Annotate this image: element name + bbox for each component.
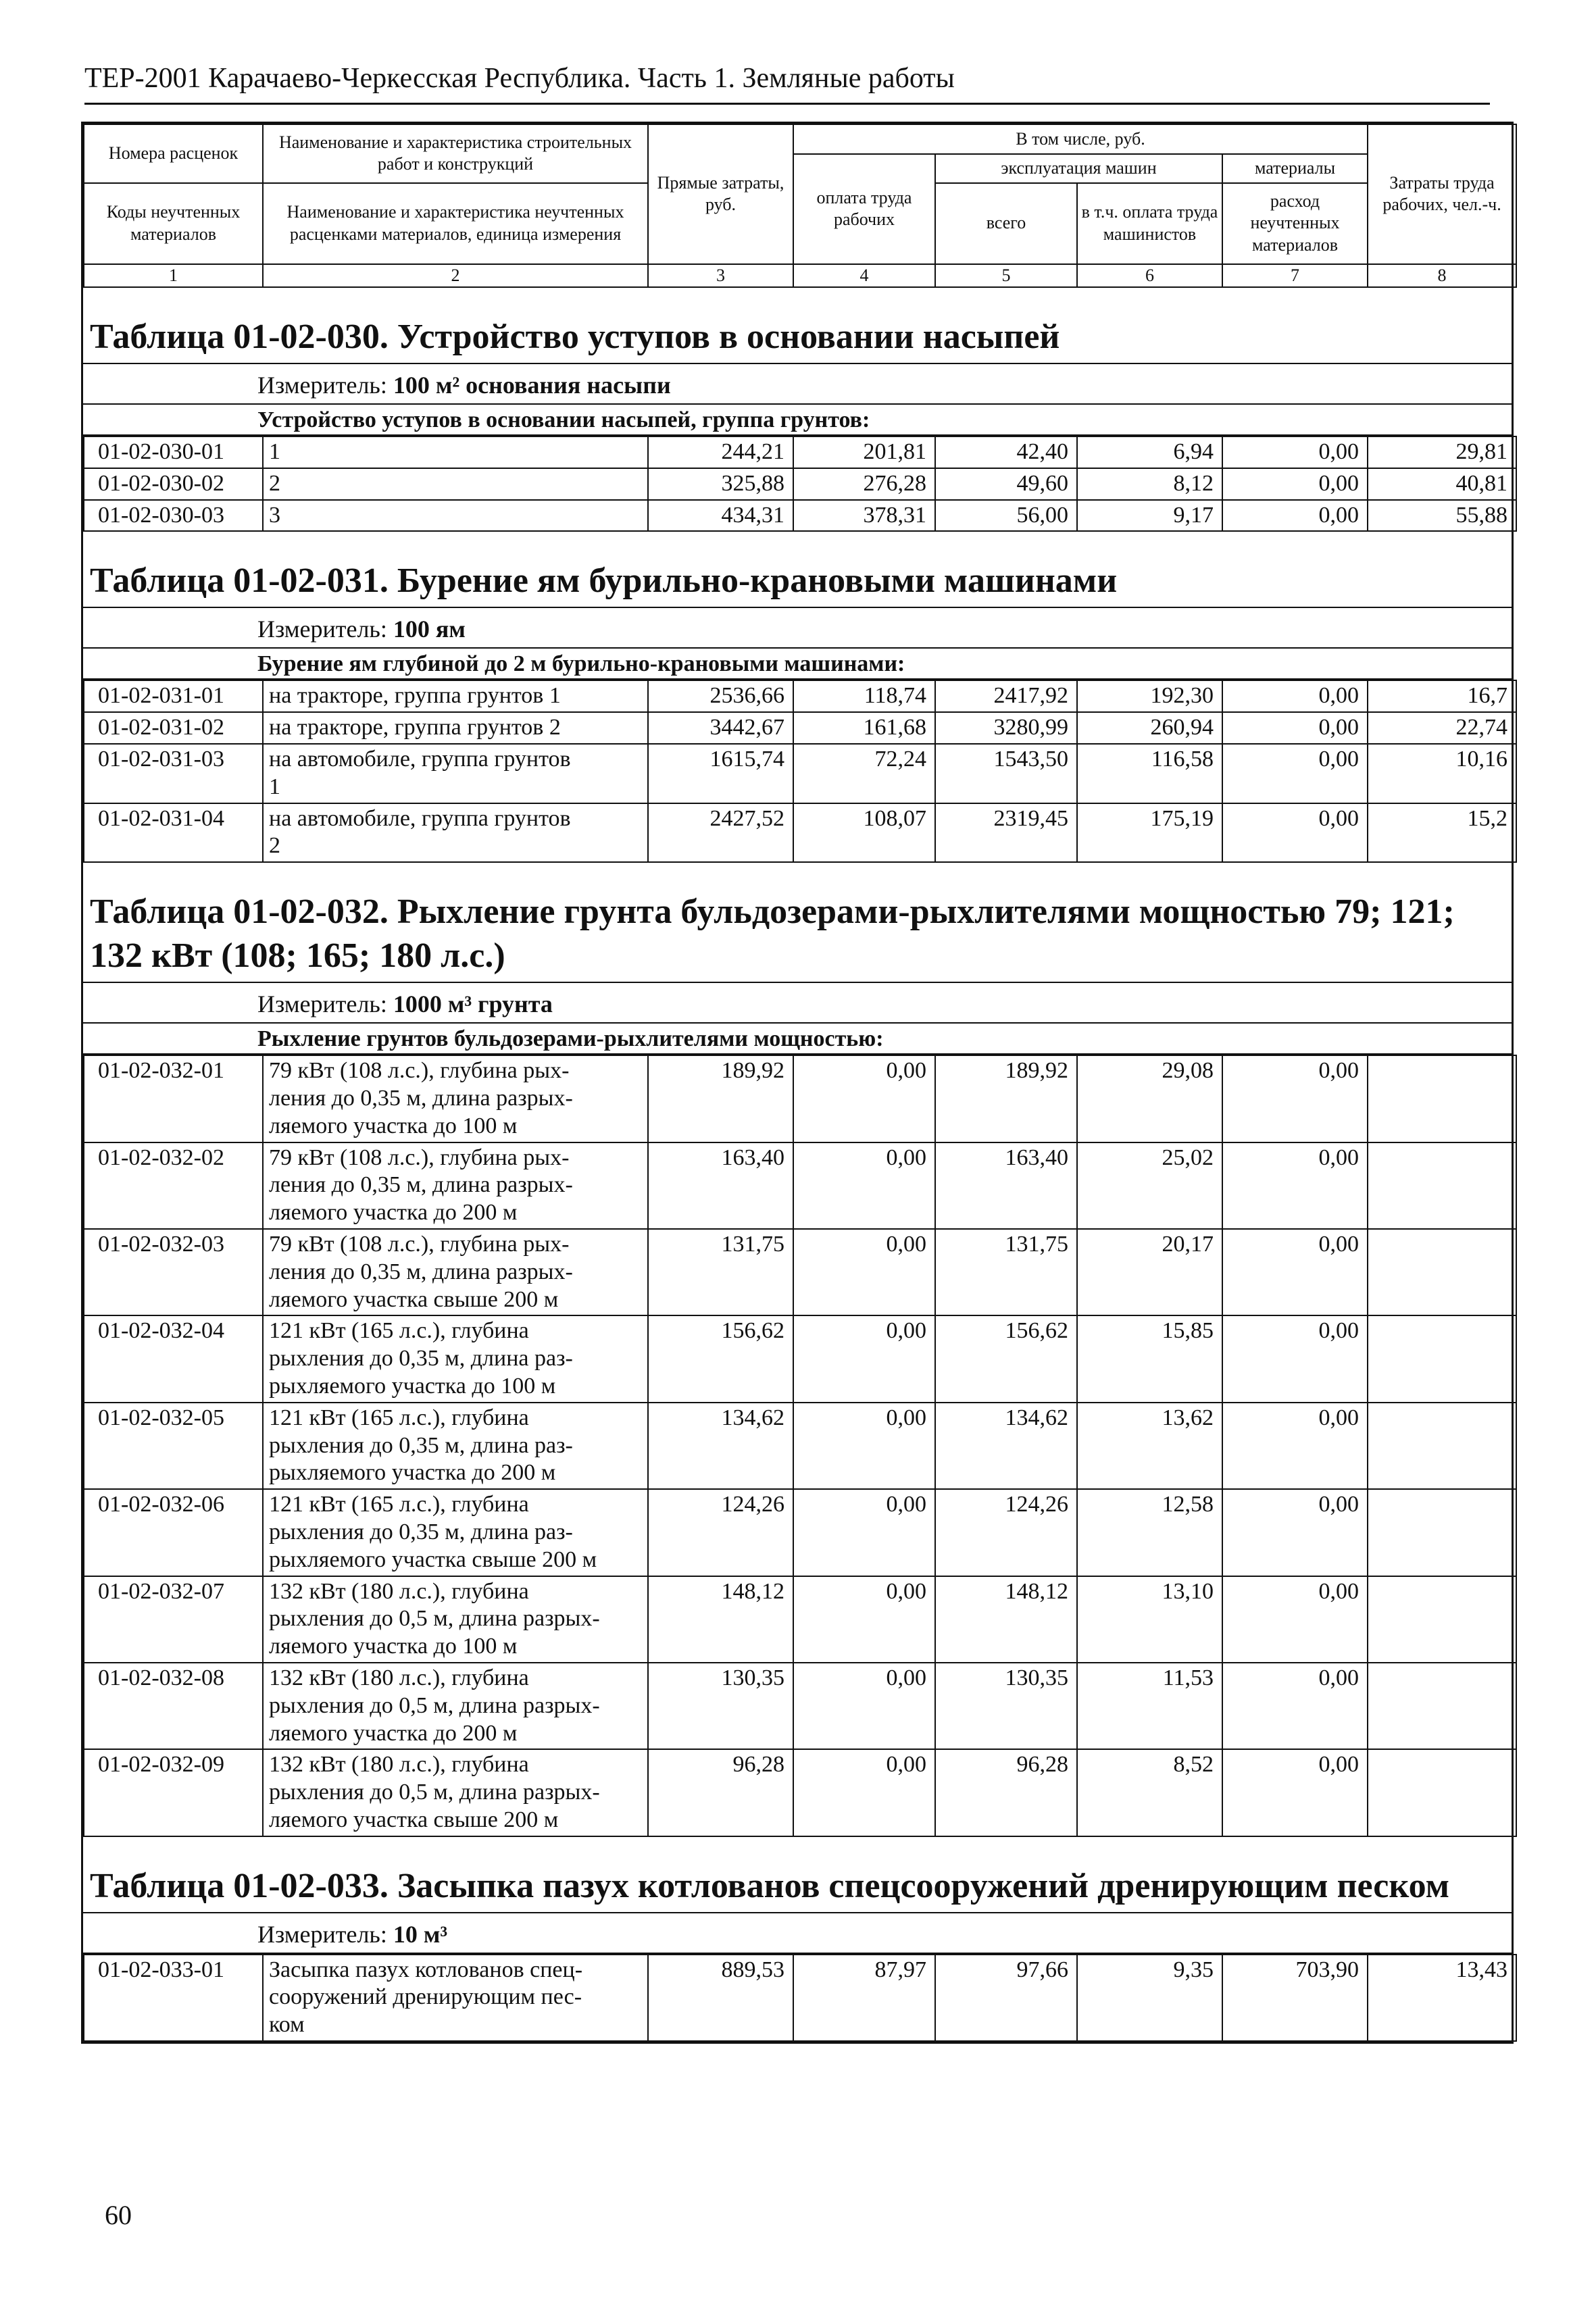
section-title: Таблица 01-02-030. Устройство уступов в основании насыпей [83, 288, 1512, 364]
materials-cost: 0,00 [1222, 1749, 1368, 1836]
rate-code: 01-02-032-06 [84, 1489, 263, 1576]
rate-code: 01-02-031-03 [84, 744, 263, 803]
section-meter [83, 364, 1512, 405]
machine-cost: 1543,50 [935, 744, 1077, 803]
machine-cost: 97,66 [935, 1955, 1077, 2041]
meter-label: Измеритель: [257, 1920, 387, 1948]
section-meter [83, 1913, 1512, 1954]
group-heading: Рыхление грунтов бульдозерами-рыхлителями мощностью: [83, 1024, 1512, 1055]
machinist-pay: 9,17 [1077, 500, 1222, 532]
work-name: 3 [263, 500, 648, 532]
work-name: 121 кВт (165 л.с.), глубина рыхления до 0,35 м, длина раз- рыхляемого участка до 100 м [263, 1315, 648, 1402]
worker-pay: 108,07 [793, 803, 935, 863]
section-title: Таблица 01-02-033. Засыпка пазух котлованов спецсооружений дренирующим песком [83, 1837, 1512, 1913]
machinist-pay: 8,12 [1077, 468, 1222, 500]
meter-label: Измеритель: [257, 990, 387, 1018]
header-machine-total: всего [935, 183, 1077, 264]
rate-code: 01-02-031-04 [84, 803, 263, 863]
machine-cost: 131,75 [935, 1229, 1077, 1315]
direct-cost: 2536,66 [648, 680, 793, 712]
machine-cost: 3280,99 [935, 712, 1077, 744]
col-number: 4 [793, 264, 935, 288]
labor-hours [1368, 1489, 1516, 1576]
machinist-pay: 260,94 [1077, 712, 1222, 744]
worker-pay: 0,00 [793, 1315, 935, 1402]
machinist-pay: 15,85 [1077, 1315, 1222, 1402]
work-name: 1 [263, 436, 648, 468]
col-number: 3 [648, 264, 793, 288]
machine-cost: 2319,45 [935, 803, 1077, 863]
materials-cost: 0,00 [1222, 500, 1368, 532]
direct-cost: 434,31 [648, 500, 793, 532]
machine-cost: 134,62 [935, 1403, 1077, 1489]
rate-code: 01-02-030-03 [84, 500, 263, 532]
labor-hours: 10,16 [1368, 744, 1516, 803]
rate-code: 01-02-032-03 [84, 1229, 263, 1315]
worker-pay: 0,00 [793, 1142, 935, 1229]
table-row [84, 1576, 1516, 1663]
labor-hours: 40,81 [1368, 468, 1516, 500]
machine-cost: 124,26 [935, 1489, 1077, 1576]
header-direct-costs: Прямые затраты, руб. [648, 124, 793, 264]
meter-value: 10 м³ [393, 1920, 448, 1948]
table-section [83, 532, 1512, 863]
machine-cost: 189,92 [935, 1055, 1077, 1142]
labor-hours: 29,81 [1368, 436, 1516, 468]
rate-code: 01-02-032-07 [84, 1576, 263, 1663]
labor-hours [1368, 1055, 1516, 1142]
materials-cost: 0,00 [1222, 1576, 1368, 1663]
work-name: 132 кВт (180 л.с.), глубина рыхления до 0,5 м, длина разрых- ляемого участка до 200 м [263, 1663, 648, 1749]
materials-cost: 0,00 [1222, 1055, 1368, 1142]
materials-cost: 0,00 [1222, 1142, 1368, 1229]
labor-hours [1368, 1663, 1516, 1749]
rates-table [83, 436, 1517, 532]
section-meter [83, 983, 1512, 1024]
machinist-pay: 8,52 [1077, 1749, 1222, 1836]
materials-cost: 0,00 [1222, 1315, 1368, 1402]
labor-hours [1368, 1749, 1516, 1836]
table-row [84, 1142, 1516, 1229]
labor-hours: 13,43 [1368, 1955, 1516, 2041]
direct-cost: 156,62 [648, 1315, 793, 1402]
machine-cost: 130,35 [935, 1663, 1077, 1749]
materials-cost: 0,00 [1222, 1403, 1368, 1489]
rate-code: 01-02-033-01 [84, 1955, 263, 2041]
work-name: 79 кВт (108 л.с.), глубина рых- ления до 0,35 м, длина разрых- ляемого участка до 100 м [263, 1055, 648, 1142]
table-row [84, 1749, 1516, 1836]
work-name: на тракторе, группа грунтов 1 [263, 680, 648, 712]
col-number: 6 [1077, 264, 1222, 288]
running-header: ТЕР-2001 Карачаево-Черкесская Республика. Часть 1. Земляные работы [84, 62, 1490, 105]
direct-cost: 325,88 [648, 468, 793, 500]
group-heading: Бурение ям глубиной до 2 м бурильно-крановыми машинами: [83, 649, 1512, 680]
machinist-pay: 13,62 [1077, 1403, 1222, 1489]
worker-pay: 72,24 [793, 744, 935, 803]
table-row [84, 1955, 1516, 2041]
table-section [83, 863, 1512, 1837]
materials-cost: 0,00 [1222, 468, 1368, 500]
labor-hours: 22,74 [1368, 712, 1516, 744]
worker-pay: 276,28 [793, 468, 935, 500]
machinist-pay: 11,53 [1077, 1663, 1222, 1749]
machine-cost: 163,40 [935, 1142, 1077, 1229]
table-row [84, 468, 1516, 500]
worker-pay: 0,00 [793, 1489, 935, 1576]
labor-hours [1368, 1576, 1516, 1663]
rate-code: 01-02-032-02 [84, 1142, 263, 1229]
machinist-pay: 12,58 [1077, 1489, 1222, 1576]
worker-pay: 118,74 [793, 680, 935, 712]
work-name: Засыпка пазух котлованов спец- сооружений дренирующим пес- ком [263, 1955, 648, 2041]
materials-cost: 0,00 [1222, 436, 1368, 468]
header-labor-hours: Затраты труда рабочих, чел.-ч. [1368, 124, 1516, 264]
worker-pay: 0,00 [793, 1055, 935, 1142]
materials-cost: 0,00 [1222, 1229, 1368, 1315]
section-meter [83, 608, 1512, 649]
table-row [84, 1055, 1516, 1142]
machine-cost: 2417,92 [935, 680, 1077, 712]
work-name: 79 кВт (108 л.с.), глубина рых- ления до 0,35 м, длина разрых- ляемого участка свыше 200 м [263, 1229, 648, 1315]
header-unaccounted-consumption: расход неучтенных материалов [1222, 183, 1368, 264]
rates-table [83, 1055, 1517, 1837]
direct-cost: 130,35 [648, 1663, 793, 1749]
table-section [83, 1837, 1512, 2042]
meter-value: 1000 м³ грунта [393, 990, 553, 1018]
rate-code: 01-02-030-01 [84, 436, 263, 468]
header-unaccounted-materials-name: Наименование и характеристика неучтенных расценками материалов, единица измерения [263, 183, 648, 264]
worker-pay: 0,00 [793, 1749, 935, 1836]
machine-cost: 156,62 [935, 1315, 1077, 1402]
table-row [84, 1229, 1516, 1315]
header-unaccounted-codes: Коды неучтенных материалов [84, 183, 263, 264]
table-section [83, 288, 1512, 532]
header-work-name: Наименование и характеристика строительных работ и конструкций [263, 124, 648, 183]
table-row [84, 803, 1516, 863]
direct-cost: 148,12 [648, 1576, 793, 1663]
table-row [84, 744, 1516, 803]
machine-cost: 148,12 [935, 1576, 1077, 1663]
page-number: 60 [105, 2200, 132, 2230]
column-header-table [83, 124, 1517, 288]
work-name: 132 кВт (180 л.с.), глубина рыхления до 0,5 м, длина разрых- ляемого участка до 100 м [263, 1576, 648, 1663]
header-machine-operation: эксплуатация машин [935, 154, 1222, 183]
worker-pay: 0,00 [793, 1229, 935, 1315]
worker-pay: 87,97 [793, 1955, 935, 2041]
header-including: В том числе, руб. [793, 124, 1368, 154]
rate-code: 01-02-032-08 [84, 1663, 263, 1749]
materials-cost: 0,00 [1222, 744, 1368, 803]
price-table-document [81, 122, 1514, 2044]
section-title: Таблица 01-02-032. Рыхление грунта бульдозерами-рыхлителями мощностью 79; 121; 132 кВт (108; 165; 180 л.с.) [83, 863, 1512, 983]
meter-label: Измеритель: [257, 372, 387, 399]
machine-cost: 42,40 [935, 436, 1077, 468]
col-number: 7 [1222, 264, 1368, 288]
table-row [84, 680, 1516, 712]
rate-code: 01-02-031-01 [84, 680, 263, 712]
sections-container [83, 288, 1512, 2042]
materials-cost: 703,90 [1222, 1955, 1368, 2041]
header-rate-numbers: Номера расценок [84, 124, 263, 183]
machinist-pay: 116,58 [1077, 744, 1222, 803]
table-row [84, 712, 1516, 744]
direct-cost: 163,40 [648, 1142, 793, 1229]
worker-pay: 161,68 [793, 712, 935, 744]
group-heading: Устройство уступов в основании насыпей, группа грунтов: [83, 405, 1512, 436]
meter-label: Измеритель: [257, 615, 387, 643]
machine-cost: 49,60 [935, 468, 1077, 500]
worker-pay: 378,31 [793, 500, 935, 532]
rate-code: 01-02-030-02 [84, 468, 263, 500]
labor-hours: 16,7 [1368, 680, 1516, 712]
rate-code: 01-02-032-09 [84, 1749, 263, 1836]
machinist-pay: 6,94 [1077, 436, 1222, 468]
header-worker-pay: оплата труда рабочих [793, 154, 935, 264]
col-number: 5 [935, 264, 1077, 288]
labor-hours [1368, 1403, 1516, 1489]
table-row [84, 436, 1516, 468]
direct-cost: 124,26 [648, 1489, 793, 1576]
worker-pay: 0,00 [793, 1576, 935, 1663]
col-number: 1 [84, 264, 263, 288]
work-name: 2 [263, 468, 648, 500]
work-name: 121 кВт (165 л.с.), глубина рыхления до 0,35 м, длина раз- рыхляемого участка до 200 м [263, 1403, 648, 1489]
labor-hours: 55,88 [1368, 500, 1516, 532]
labor-hours: 15,2 [1368, 803, 1516, 863]
materials-cost: 0,00 [1222, 1663, 1368, 1749]
direct-cost: 244,21 [648, 436, 793, 468]
table-row [84, 500, 1516, 532]
labor-hours [1368, 1315, 1516, 1402]
rate-code: 01-02-032-01 [84, 1055, 263, 1142]
section-title: Таблица 01-02-031. Бурение ям бурильно-крановыми машинами [83, 532, 1512, 608]
direct-cost: 96,28 [648, 1749, 793, 1836]
meter-value: 100 м² основания насыпи [393, 372, 671, 399]
materials-cost: 0,00 [1222, 712, 1368, 744]
rate-code: 01-02-031-02 [84, 712, 263, 744]
work-name: 121 кВт (165 л.с.), глубина рыхления до 0,35 м, длина раз- рыхляемого участка свыше 200 м [263, 1489, 648, 1576]
header-machinist-pay: в т.ч. оплата труда машинистов [1077, 183, 1222, 264]
machinist-pay: 29,08 [1077, 1055, 1222, 1142]
col-number: 2 [263, 264, 648, 288]
rate-code: 01-02-032-04 [84, 1315, 263, 1402]
machinist-pay: 20,17 [1077, 1229, 1222, 1315]
worker-pay: 0,00 [793, 1663, 935, 1749]
table-row [84, 1403, 1516, 1489]
rates-table [83, 1954, 1517, 2042]
machinist-pay: 9,35 [1077, 1955, 1222, 2041]
rates-table [83, 680, 1517, 863]
work-name: на автомобиле, группа грунтов 2 [263, 803, 648, 863]
direct-cost: 131,75 [648, 1229, 793, 1315]
direct-cost: 189,92 [648, 1055, 793, 1142]
work-name: на тракторе, группа грунтов 2 [263, 712, 648, 744]
labor-hours [1368, 1142, 1516, 1229]
work-name: 132 кВт (180 л.с.), глубина рыхления до 0,5 м, длина разрых- ляемого участка свыше 200 м [263, 1749, 648, 1836]
machinist-pay: 192,30 [1077, 680, 1222, 712]
table-row [84, 1315, 1516, 1402]
direct-cost: 3442,67 [648, 712, 793, 744]
meter-value: 100 ям [393, 615, 466, 643]
work-name: на автомобиле, группа грунтов 1 [263, 744, 648, 803]
machinist-pay: 25,02 [1077, 1142, 1222, 1229]
rate-code: 01-02-032-05 [84, 1403, 263, 1489]
direct-cost: 889,53 [648, 1955, 793, 2041]
direct-cost: 134,62 [648, 1403, 793, 1489]
machinist-pay: 175,19 [1077, 803, 1222, 863]
worker-pay: 201,81 [793, 436, 935, 468]
labor-hours [1368, 1229, 1516, 1315]
work-name: 79 кВт (108 л.с.), глубина рых- ления до 0,35 м, длина разрых- ляемого участка до 200 м [263, 1142, 648, 1229]
direct-cost: 2427,52 [648, 803, 793, 863]
materials-cost: 0,00 [1222, 1489, 1368, 1576]
worker-pay: 0,00 [793, 1403, 935, 1489]
direct-cost: 1615,74 [648, 744, 793, 803]
col-number: 8 [1368, 264, 1516, 288]
header-materials: материалы [1222, 154, 1368, 183]
table-row [84, 1489, 1516, 1576]
materials-cost: 0,00 [1222, 680, 1368, 712]
materials-cost: 0,00 [1222, 803, 1368, 863]
machine-cost: 96,28 [935, 1749, 1077, 1836]
table-row [84, 1663, 1516, 1749]
machinist-pay: 13,10 [1077, 1576, 1222, 1663]
machine-cost: 56,00 [935, 500, 1077, 532]
